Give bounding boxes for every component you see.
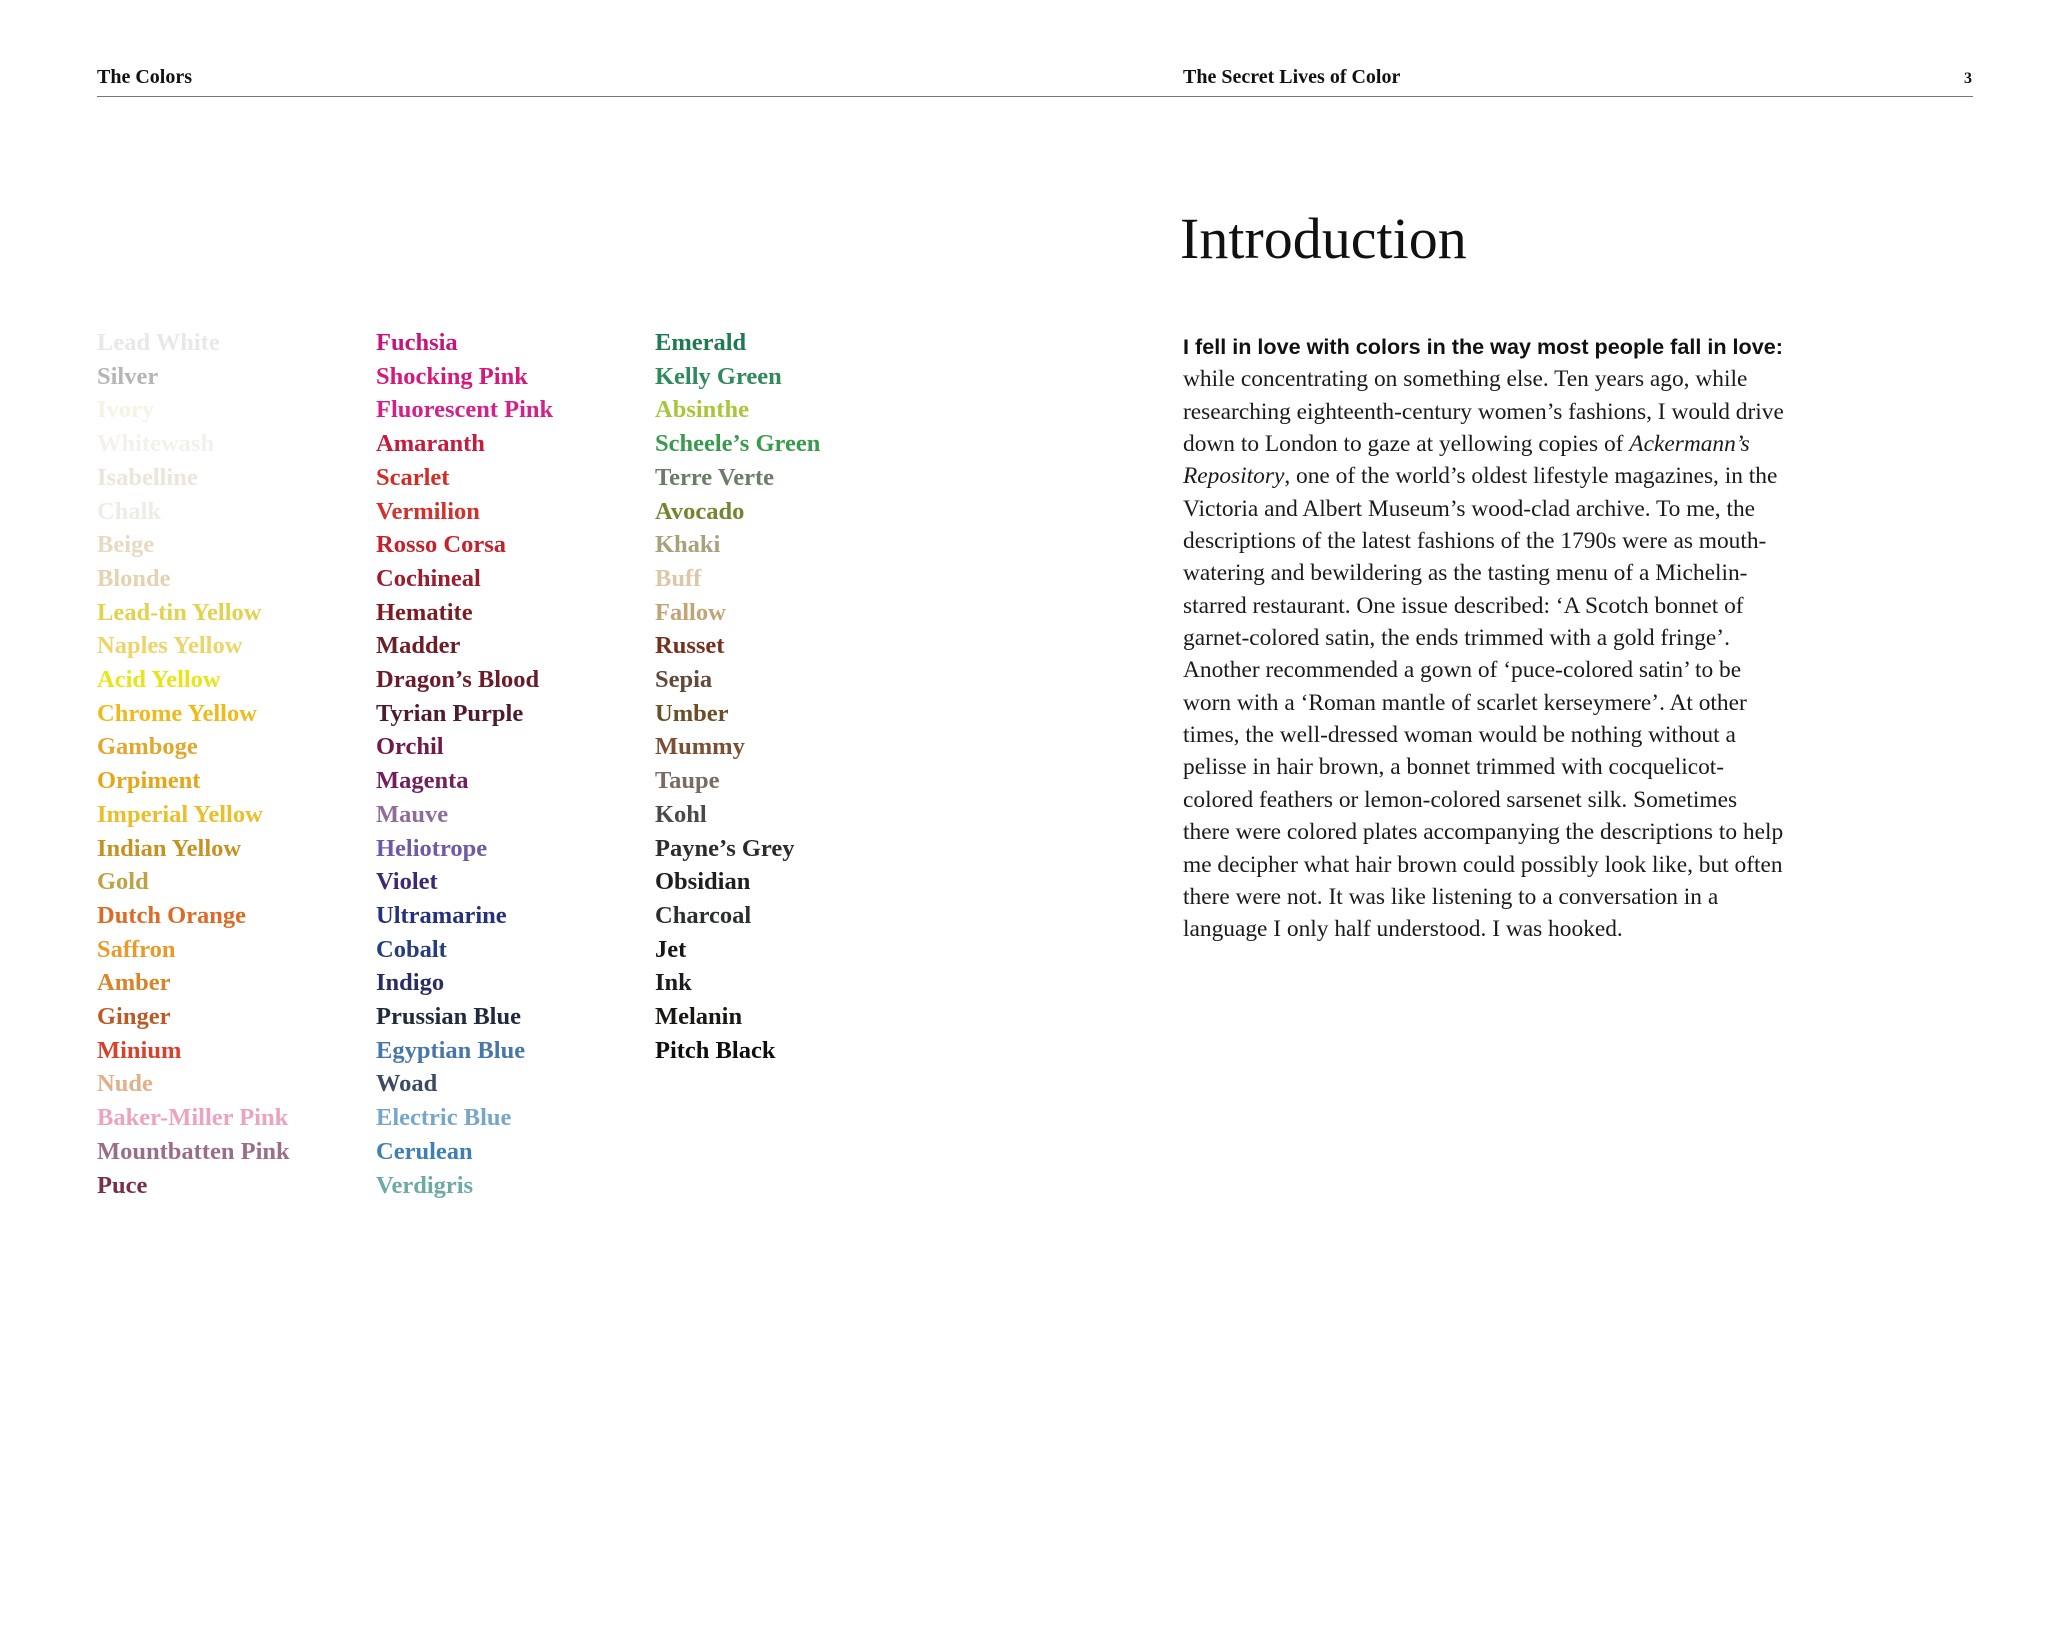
- introduction-paragraph: [1183, 331, 1883, 946]
- paragraph-text: garnet-colored satin, the ends trimmed with a gold fringe’.: [1183, 625, 1730, 652]
- color-name: Baker-Miller Pink: [97, 1104, 289, 1132]
- color-name: Nude: [97, 1070, 153, 1098]
- color-name: Avocado: [655, 497, 745, 525]
- italic-title-text: Ackermann’s: [1629, 431, 1750, 458]
- color-name: Mountbatten Pink: [97, 1137, 290, 1165]
- paragraph-text: there were colored plates accompanying the descriptions to help: [1183, 819, 1784, 846]
- color-name: Cerulean: [376, 1137, 473, 1165]
- paragraph-text: language I only half understood. I was hooked.: [1183, 916, 1623, 943]
- color-name: Cochineal: [376, 564, 481, 592]
- color-name: Woad: [376, 1070, 438, 1098]
- running-head-left: The Colors: [97, 66, 192, 88]
- color-name: Acid Yellow: [97, 666, 221, 694]
- paragraph-line: [1183, 687, 1883, 719]
- paragraph-text: while concentrating on something else. Ten years ago, while: [1183, 366, 1748, 393]
- color-name: Imperial Yellow: [97, 800, 263, 828]
- paragraph-text: Another recommended a gown of ‘puce-colored satin’ to be: [1183, 657, 1742, 684]
- paragraph-text: colored feathers or lemon-colored sarsenet silk. Sometimes: [1183, 786, 1738, 813]
- color-name: Beige: [97, 531, 155, 559]
- paragraph-line: [1183, 428, 1883, 460]
- color-name: Mummy: [655, 733, 745, 761]
- color-name: Puce: [97, 1171, 148, 1199]
- color-name: Ultramarine: [376, 901, 507, 929]
- color-name: Hematite: [376, 598, 473, 626]
- color-name: Orpiment: [97, 767, 201, 795]
- color-name: Fallow: [655, 598, 726, 626]
- paragraph-text: there were not. It was like listening to a conversation in a: [1183, 883, 1719, 910]
- color-name: Mauve: [376, 800, 449, 828]
- color-name: Jet: [655, 935, 687, 963]
- header-rule: [97, 96, 1973, 97]
- color-name: Amber: [97, 969, 171, 997]
- paragraph-line: [1183, 849, 1883, 881]
- color-name: Verdigris: [376, 1171, 474, 1199]
- paragraph-line: [1183, 913, 1883, 945]
- color-name: Prussian Blue: [376, 1003, 521, 1031]
- paragraph-text: starred restaurant. One issue described: ‘A Scotch bonnet of: [1183, 592, 1744, 619]
- color-name: Vermilion: [376, 497, 480, 525]
- paragraph-text: researching eighteenth-century women’s fashions, I would drive: [1183, 398, 1784, 425]
- color-name: Fluorescent Pink: [376, 396, 554, 424]
- color-name: Ivory: [97, 396, 155, 424]
- color-name: Sepia: [655, 666, 713, 694]
- color-name: Lead White: [97, 329, 220, 356]
- color-name: Absinthe: [655, 396, 749, 424]
- color-name: Ink: [655, 969, 692, 997]
- paragraph-line: [1183, 719, 1883, 751]
- color-column-2: [376, 326, 655, 1202]
- paragraph-text: , one of the world’s oldest lifestyle magazines, in the: [1284, 463, 1778, 490]
- paragraph-text: Victoria and Albert Museum’s wood-clad archive. To me, the: [1183, 495, 1756, 522]
- color-name: Magenta: [376, 767, 469, 795]
- color-name: Minium: [97, 1036, 182, 1064]
- color-names-list: [97, 326, 934, 1202]
- paragraph-line: [1183, 816, 1883, 848]
- paragraph-text: times, the well-dressed woman would be nothing without a: [1183, 722, 1736, 749]
- color-name: Scarlet: [376, 463, 450, 491]
- color-name: Chalk: [97, 497, 162, 525]
- paragraph-line: [1183, 460, 1883, 492]
- paragraph-line: [1183, 881, 1883, 913]
- color-name: Shocking Pink: [376, 362, 528, 390]
- introduction-lead: I fell in love with colors in the way most people fall in love:: [1183, 334, 1783, 359]
- paragraph-line: [1183, 622, 1883, 654]
- color-name: Dutch Orange: [97, 901, 247, 929]
- color-name: Scheele’s Green: [655, 430, 821, 458]
- color-name: Gamboge: [97, 733, 198, 761]
- running-head-right: The Secret Lives of Color: [1183, 66, 1401, 88]
- paragraph-line: [1183, 363, 1883, 395]
- paragraph-line: [1183, 751, 1883, 783]
- paragraph-line: [1183, 590, 1883, 622]
- color-name: Electric Blue: [376, 1104, 512, 1132]
- color-name: Silver: [97, 362, 159, 390]
- color-name: Heliotrope: [376, 834, 488, 862]
- color-name: Cobalt: [376, 935, 447, 963]
- color-name: Russet: [655, 632, 725, 660]
- color-column-3: [655, 326, 934, 1202]
- color-name: Khaki: [655, 531, 721, 559]
- color-name: Chrome Yellow: [97, 699, 257, 727]
- paragraph-text: me decipher what hair brown could possibly look like, but often: [1183, 851, 1783, 878]
- color-name: Saffron: [97, 935, 176, 963]
- color-name: Buff: [655, 564, 702, 592]
- color-name: Isabelline: [97, 463, 198, 491]
- paragraph-text: descriptions of the latest fashions of the 1790s were as mouth-: [1183, 528, 1767, 555]
- color-name: Taupe: [655, 767, 720, 795]
- color-name: Egyptian Blue: [376, 1036, 526, 1064]
- color-name: Pitch Black: [655, 1036, 776, 1064]
- color-name: Naples Yellow: [97, 632, 243, 660]
- color-name: Violet: [376, 868, 438, 896]
- color-name: Gold: [97, 868, 149, 896]
- color-name: Payne’s Grey: [655, 834, 795, 862]
- color-name: Kohl: [655, 800, 707, 828]
- italic-title-text: Repository: [1183, 463, 1285, 490]
- paragraph-text: worn with a ‘Roman mantle of scarlet kerseymere’. At other: [1183, 689, 1747, 716]
- paragraph-text: watering and bewildering as the tasting menu of a Michelin-: [1183, 560, 1748, 587]
- color-name: Terre Verte: [655, 463, 775, 491]
- color-name: Obsidian: [655, 868, 751, 896]
- color-name: Umber: [655, 699, 729, 727]
- paragraph-line: [1183, 557, 1883, 589]
- color-name: Ginger: [97, 1003, 171, 1031]
- paragraph-line: [1183, 784, 1883, 816]
- color-name: Dragon’s Blood: [376, 666, 540, 694]
- color-column-1: [97, 326, 376, 1202]
- color-name: Blonde: [97, 564, 171, 592]
- color-name: Whitewash: [97, 430, 215, 458]
- color-name: Indian Yellow: [97, 834, 242, 862]
- color-name: Rosso Corsa: [376, 531, 506, 559]
- color-name: Kelly Green: [655, 362, 782, 390]
- color-name: Emerald: [655, 329, 747, 356]
- color-name: Fuchsia: [376, 329, 458, 356]
- color-name: Indigo: [376, 969, 445, 997]
- color-name: Tyrian Purple: [376, 699, 524, 727]
- color-name: Charcoal: [655, 901, 752, 929]
- introduction-title: Introduction: [1180, 206, 1467, 271]
- paragraph-text: down to London to gaze at yellowing copies of: [1183, 431, 1630, 458]
- paragraph-line: [1183, 654, 1883, 686]
- paragraph-line: [1183, 525, 1883, 557]
- paragraph-line: [1183, 493, 1883, 525]
- color-name: Amaranth: [376, 430, 485, 458]
- page-number: 3: [1964, 70, 1972, 87]
- color-name: Madder: [376, 632, 461, 660]
- color-name: Melanin: [655, 1003, 743, 1031]
- paragraph-line: [1183, 396, 1883, 428]
- paragraph-text: pelisse in hair brown, a bonnet trimmed with cocquelicot-: [1183, 754, 1725, 781]
- color-name: Lead-tin Yellow: [97, 598, 262, 626]
- color-name: Orchil: [376, 733, 444, 761]
